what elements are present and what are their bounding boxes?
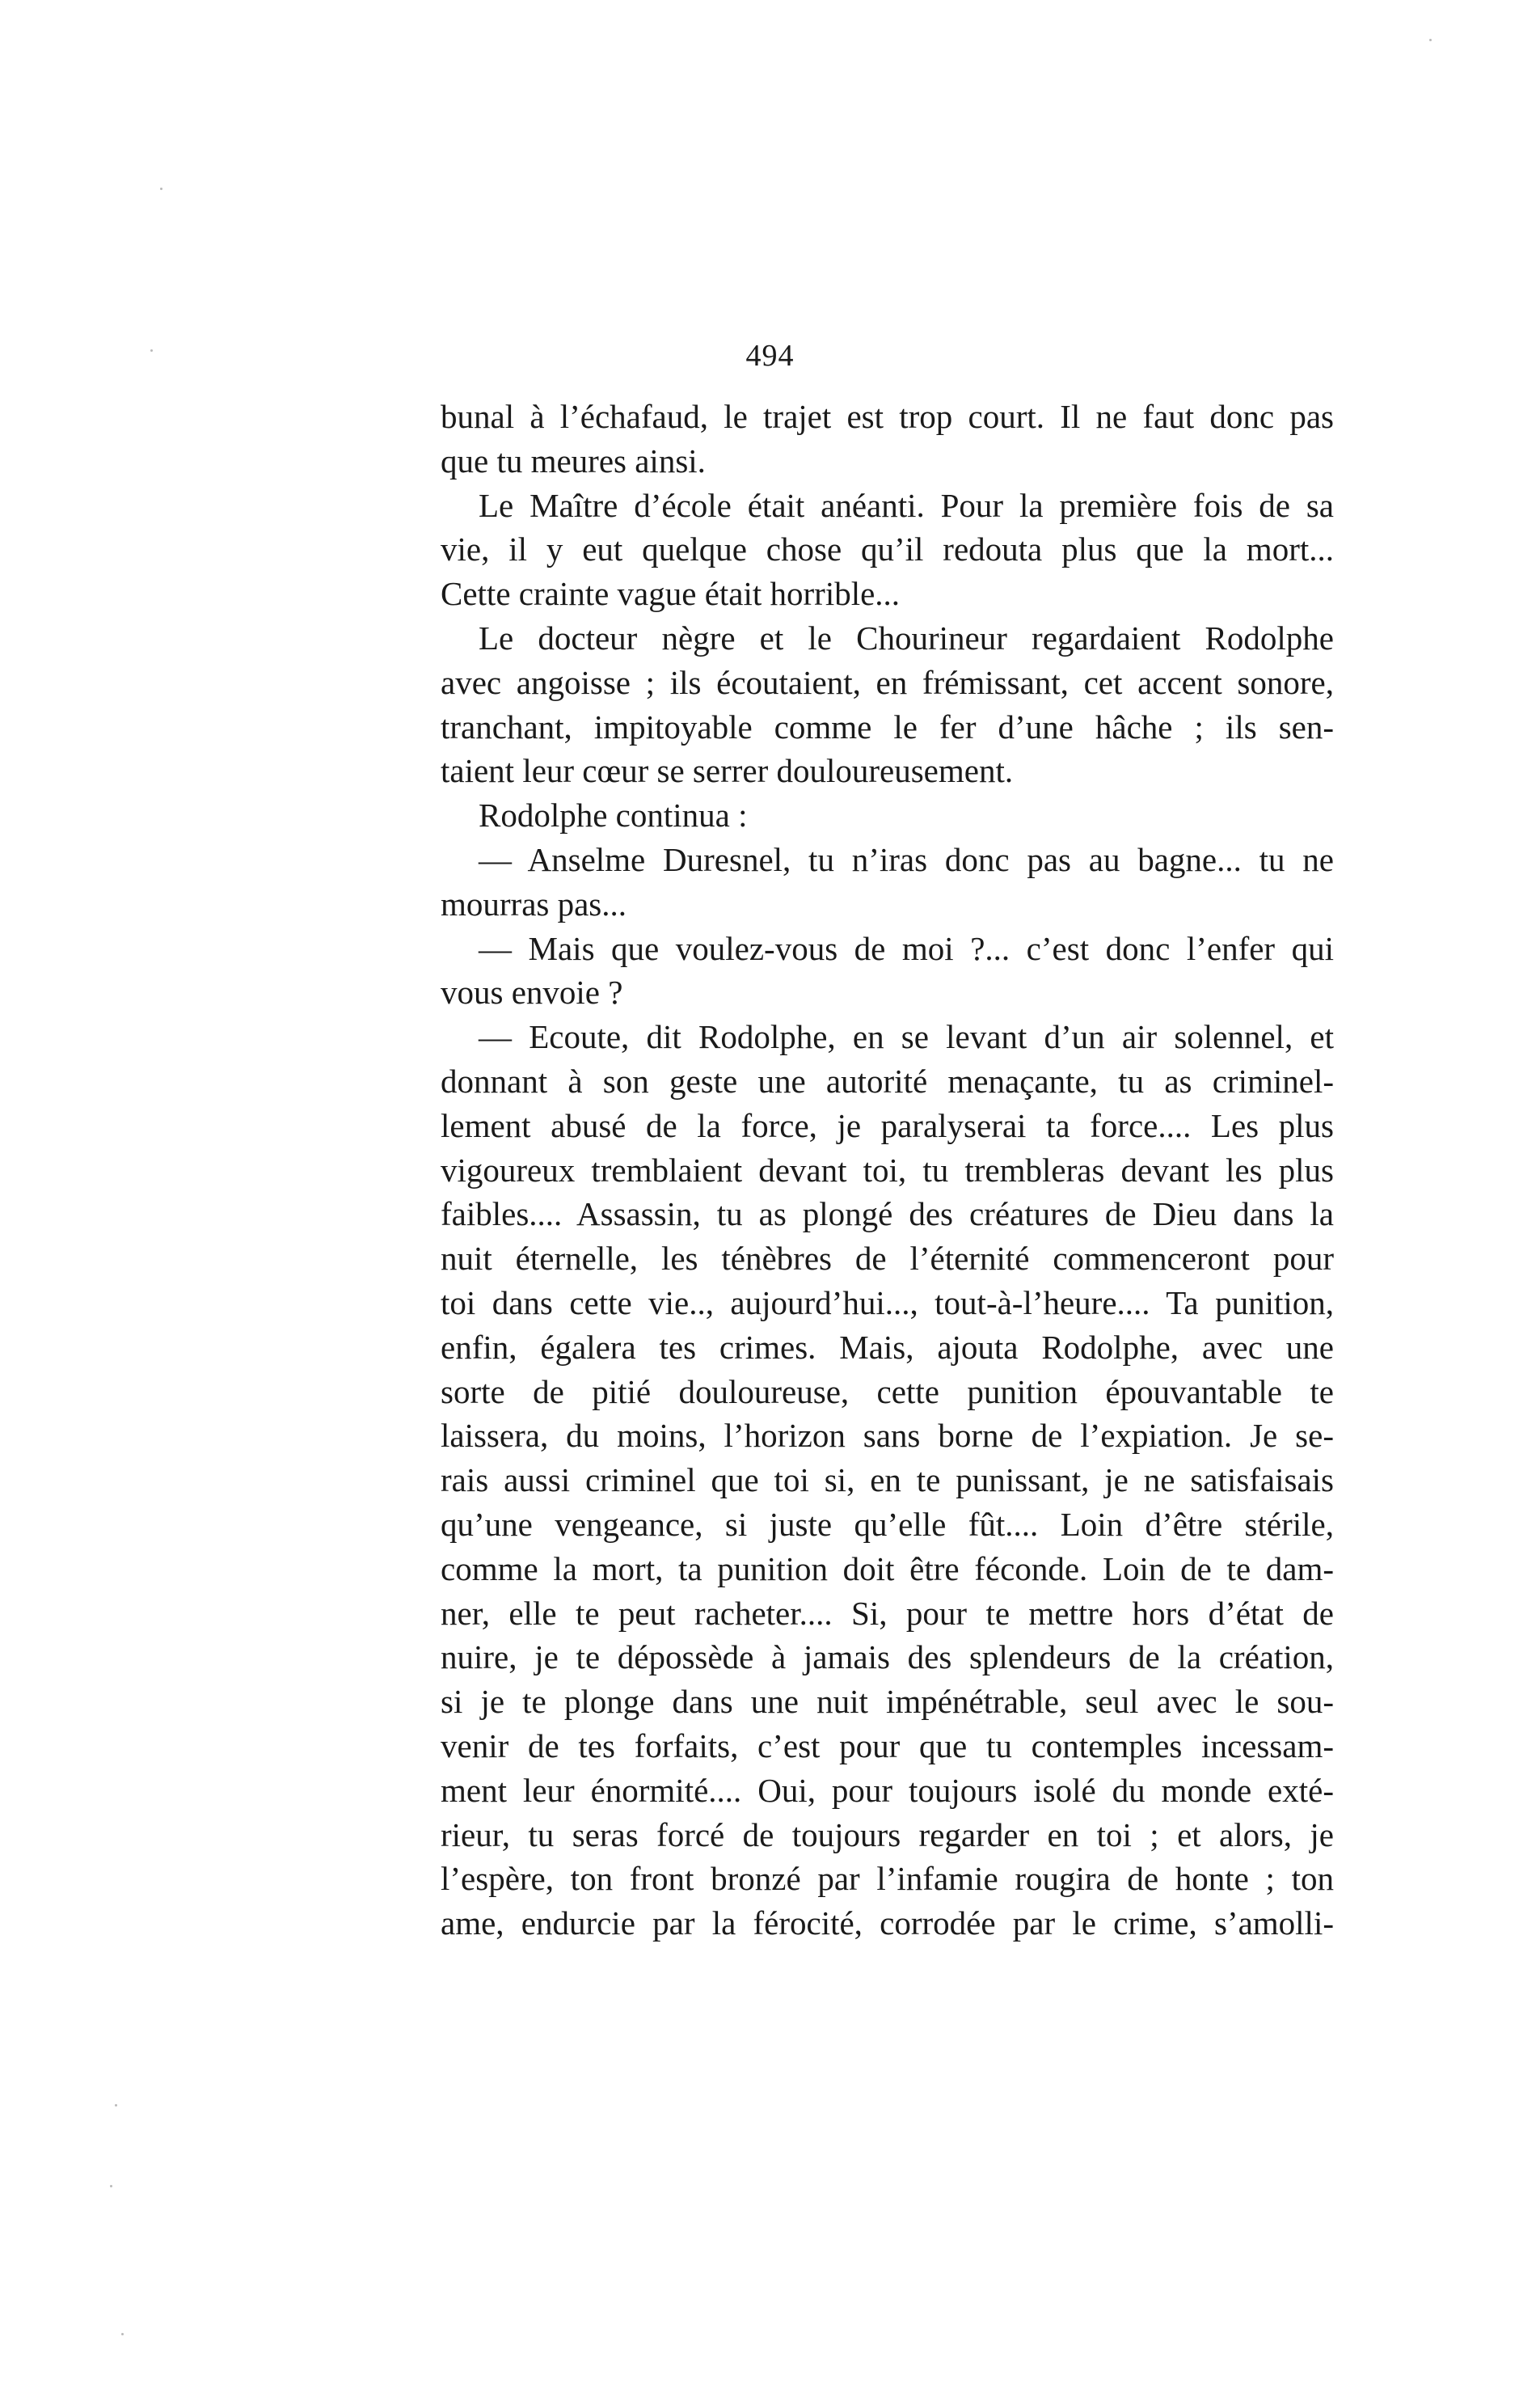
- text-line: — Ecoute, dit Rodolphe, en se levant d’un air solennel, et: [479, 1018, 1334, 1056]
- text-line: vie, il y eut quelque chose qu’il redouta plus que la mort...: [441, 530, 1334, 568]
- text-line: avec angoisse ; ils écoutaient, en frémissant, cet accent sonore,: [441, 663, 1334, 701]
- text-line: venir de tes forfaits, c’est pour que tu contemples incessam-: [441, 1726, 1334, 1764]
- text-line: vous envoie ?: [441, 974, 623, 1012]
- text-line: qu’une vengeance, si juste qu’elle fût.... Loin d’être stérile,: [441, 1505, 1334, 1543]
- paper-speck: [121, 2333, 124, 2335]
- paper-speck: [1429, 39, 1432, 41]
- text-line: mourras pas...: [441, 885, 627, 923]
- text-line: — Anselme Duresnel, tu n’iras donc pas au bagne... tu ne: [479, 840, 1334, 878]
- text-line: sorte de pitié douloureuse, cette punition épouvantable te: [441, 1372, 1334, 1410]
- text-line: nuire, je te dépossède à jamais des splendeurs de la création,: [441, 1638, 1334, 1676]
- text-line: vigoureux tremblaient devant toi, tu trembleras devant les plus: [441, 1151, 1334, 1189]
- text-line: que tu meures ainsi.: [441, 442, 706, 480]
- text-line: ame, endurcie par la férocité, corrodée par le crime, s’amolli-: [441, 1904, 1334, 1942]
- body-text: [441, 395, 1334, 1946]
- text-line: — Mais que voulez-vous de moi ?... c’est donc l’enfer qui: [479, 929, 1334, 967]
- text-line: l’espère, ton front bronzé par l’infamie rougira de honte ; ton: [441, 1860, 1334, 1898]
- text-line: si je te plonge dans une nuit impénétrable, seul avec le sou-: [441, 1683, 1334, 1721]
- paper-speck: [115, 2104, 117, 2107]
- text-line: tranchant, impitoyable comme le fer d’une hâche ; ils sen-: [441, 708, 1334, 746]
- text-line: Le docteur nègre et le Chourineur regardaient Rodolphe: [479, 619, 1334, 657]
- text-line: faibles.... Assassin, tu as plongé des créatures de Dieu dans la: [441, 1195, 1334, 1233]
- text-line: Le Maître d’école était anéanti. Pour la première fois de sa: [479, 486, 1334, 524]
- text-line: enfin, égalera tes crimes. Mais, ajouta Rodolphe, avec une: [441, 1328, 1334, 1366]
- text-line: comme la mort, ta punition doit être féconde. Loin de te dam-: [441, 1549, 1334, 1587]
- text-line: laissera, du moins, l’horizon sans borne de l’expiation. Je se-: [441, 1417, 1334, 1455]
- text-line: ment leur énormité.... Oui, pour toujours isolé du monde exté-: [441, 1771, 1334, 1809]
- text-line: Rodolphe continua :: [479, 797, 748, 835]
- text-line: rais aussi criminel que toi si, en te punissant, je ne satisfaisais: [441, 1461, 1334, 1499]
- text-line: rieur, tu seras forcé de toujours regarder en toi ; et alors, je: [441, 1815, 1334, 1853]
- text-line: nuit éternelle, les ténèbres de l’éternité commenceront pour: [441, 1240, 1334, 1278]
- paper-speck: [150, 349, 153, 352]
- text-line: bunal à l’échafaud, le trajet est trop court. Il ne faut donc pas: [441, 398, 1334, 435]
- paper-speck: [110, 2185, 112, 2187]
- text-line: donnant à son geste une autorité menaçante, tu as criminel-: [441, 1062, 1334, 1100]
- text-line: taient leur cœur se serrer douloureusement.: [441, 752, 1014, 790]
- text-line: Cette crainte vague était horrible...: [441, 575, 901, 613]
- text-line: ner, elle te peut racheter.... Si, pour te mettre hors d’état de: [441, 1594, 1334, 1632]
- page-number: 494: [745, 339, 795, 373]
- text-line: lement abusé de la force, je paralyserai ta force.... Les plus: [441, 1106, 1334, 1144]
- text-line: toi dans cette vie.., aujourd’hui..., tout-à-l’heure.... Ta punition,: [441, 1283, 1334, 1321]
- paper-speck: [160, 188, 162, 190]
